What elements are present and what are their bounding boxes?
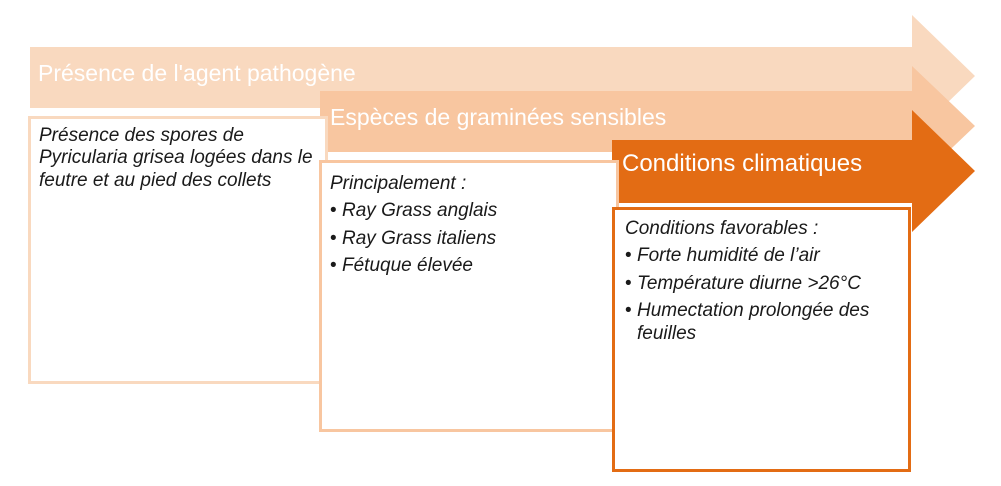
climate-box (612, 207, 911, 472)
climate-intro: Conditions favorables : (625, 218, 819, 239)
pathogen-description: Présence des spores de Pyricularia grisea logées dans le feutre et au pied des collets (39, 125, 313, 191)
list-item: • Ray Grass italiens (330, 228, 608, 250)
climate-conditions-list (625, 245, 898, 345)
list-item: • Forte humidité de l’air (625, 245, 898, 267)
stage-3-title: Conditions climatiques (622, 150, 863, 177)
list-item: • Humectation prolongée des feuilles (625, 300, 898, 345)
list-item: • Ray Grass anglais (330, 200, 608, 222)
list-item: • Fétuque élevée (330, 255, 608, 277)
grass-species-list (330, 200, 608, 277)
pathogen-box (28, 116, 328, 384)
stage-1-title: Présence de l'agent pathogène (38, 60, 356, 86)
list-item: • Température diurne >26°C (625, 273, 898, 295)
grass-species-intro: Principalement : (330, 173, 467, 194)
grass-species-box (319, 160, 619, 432)
stage-2-title: Espèces de graminées sensibles (330, 104, 667, 130)
